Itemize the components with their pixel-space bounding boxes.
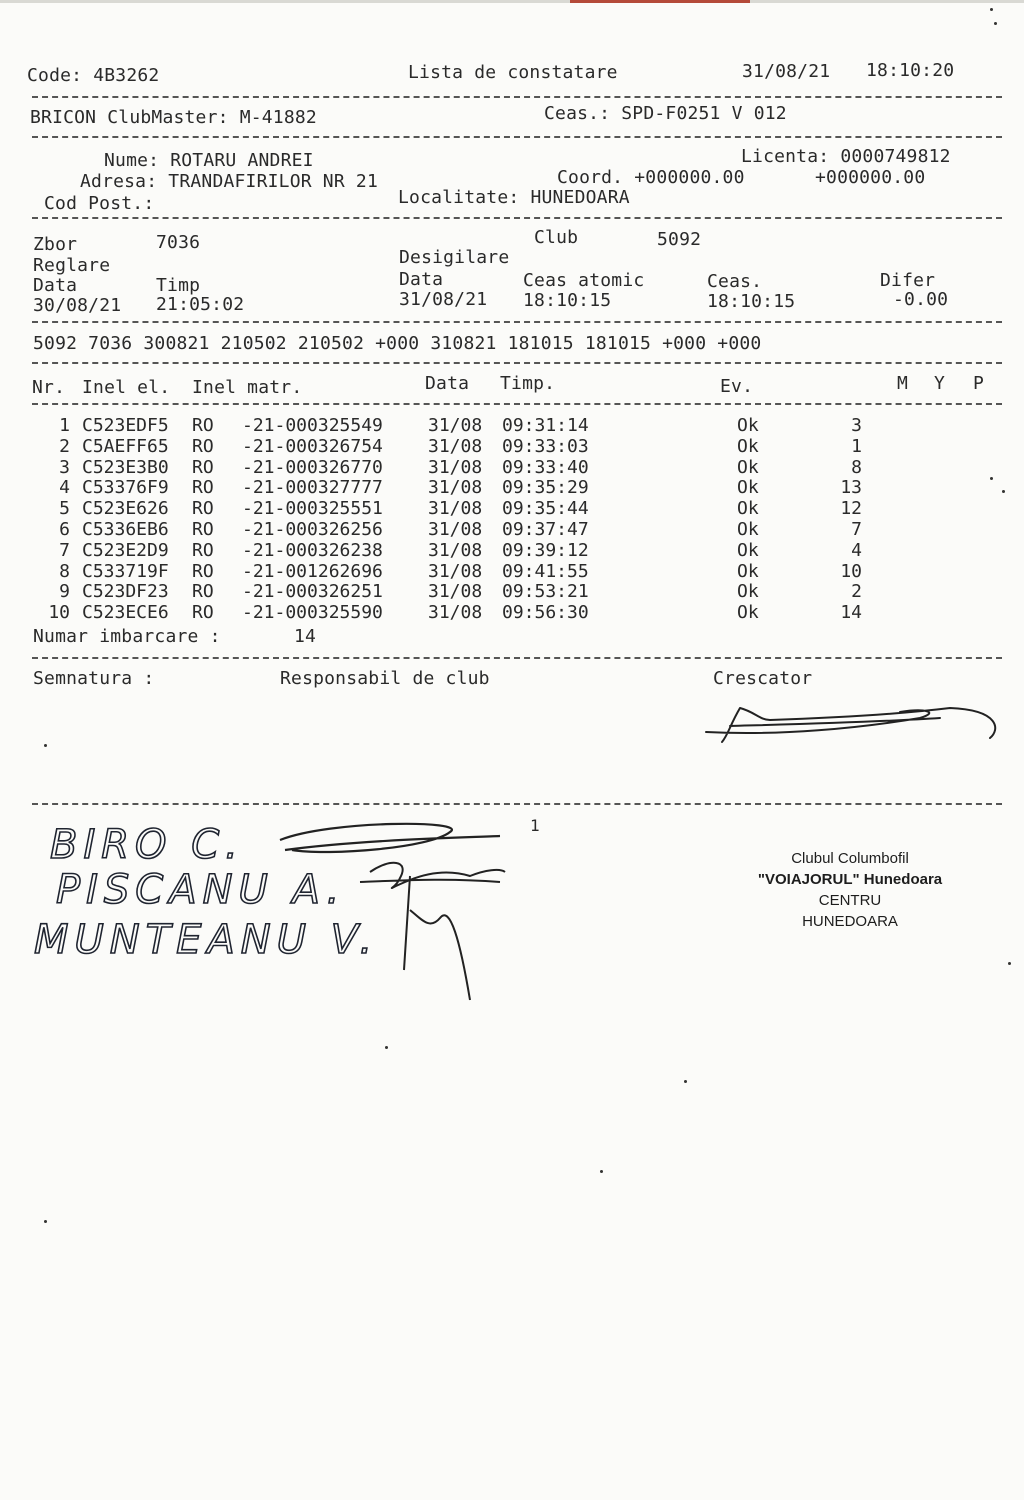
postal-code-label: Cod Post.: bbox=[44, 193, 155, 214]
arrival-time: 09:33:03 bbox=[502, 435, 589, 457]
m-value: 3 bbox=[851, 415, 862, 436]
divider bbox=[32, 136, 1002, 138]
club-responsible-label: Responsabil de club bbox=[280, 668, 490, 689]
paper-speck bbox=[990, 477, 993, 480]
handwritten-names bbox=[30, 810, 530, 1010]
divider bbox=[32, 403, 1002, 405]
m-value: 1 bbox=[851, 435, 862, 457]
handwritten-name-2: PISCANU A. bbox=[56, 867, 346, 913]
country-code: RO bbox=[192, 456, 214, 478]
m-value: 7 bbox=[851, 519, 862, 540]
embarked-count-label: Numar imbarcare : bbox=[33, 626, 221, 647]
country-code: RO bbox=[192, 581, 214, 603]
arrival-date: 31/08 bbox=[428, 415, 483, 436]
owner-address: Adresa: TRANDAFIRILOR NR 21 bbox=[80, 171, 378, 192]
arrival-date: 31/08 bbox=[428, 477, 483, 499]
atomic-clock-time: 18:10:15 bbox=[523, 290, 612, 311]
col-header-ev: Ev. bbox=[720, 376, 754, 397]
arrival-date: 31/08 bbox=[428, 435, 483, 457]
table-row bbox=[0, 603, 1000, 624]
col-header-y: Y bbox=[934, 373, 946, 394]
row-number: 1 bbox=[59, 415, 70, 436]
paper-edge bbox=[0, 0, 1024, 3]
divider bbox=[32, 217, 1002, 219]
electronic-ring: C523DF23 bbox=[82, 581, 169, 603]
table-row bbox=[0, 520, 1000, 541]
col-header-inel-el: Inel el. bbox=[82, 377, 171, 398]
handwritten-name-3: MUNTEANU V. bbox=[34, 917, 379, 963]
reglare-date-label: Data bbox=[33, 275, 78, 296]
country-code: RO bbox=[192, 539, 214, 561]
col-header-inel-matr: Inel matr. bbox=[192, 377, 303, 398]
arrival-date: 31/08 bbox=[428, 498, 483, 520]
event-status: Ok bbox=[737, 415, 759, 436]
event-status: Ok bbox=[737, 519, 759, 540]
arrival-time: 09:35:29 bbox=[502, 477, 589, 499]
ring-number: -21-000326251 bbox=[242, 581, 383, 603]
arrival-date: 31/08 bbox=[428, 560, 483, 582]
arrival-time: 09:41:55 bbox=[502, 560, 589, 582]
stamp-line-1: Clubul Columbofil bbox=[791, 850, 909, 867]
row-number: 2 bbox=[59, 435, 70, 457]
stamp-line-2: "VOIAJORUL" Hunedoara bbox=[757, 871, 943, 888]
row-number: 4 bbox=[59, 477, 70, 499]
stamp-line-4: HUNEDOARA bbox=[802, 913, 898, 930]
desigilare-date: 31/08/21 bbox=[399, 289, 488, 310]
signature-label: Semnatura : bbox=[33, 668, 155, 689]
paper-speck bbox=[684, 1080, 687, 1083]
electronic-ring: C523E626 bbox=[82, 498, 169, 520]
breeder-signature bbox=[700, 690, 1010, 750]
electronic-ring: C53376F9 bbox=[82, 477, 169, 499]
table-row bbox=[0, 416, 1000, 437]
embarked-count: 14 bbox=[294, 626, 317, 647]
electronic-ring: C5336EB6 bbox=[82, 519, 169, 540]
flight-label: Zbor bbox=[33, 234, 78, 255]
ring-number: -21-000325549 bbox=[242, 415, 383, 436]
arrival-date: 31/08 bbox=[428, 456, 483, 478]
electronic-ring: C523EDF5 bbox=[82, 415, 169, 436]
arrival-time: 09:53:21 bbox=[502, 581, 589, 603]
time-difference: -0.00 bbox=[893, 289, 949, 310]
country-code: RO bbox=[192, 435, 214, 457]
m-value: 14 bbox=[840, 602, 862, 624]
col-header-p: P bbox=[973, 373, 985, 394]
desigilare-label: Desigilare bbox=[399, 247, 510, 268]
arrival-time: 09:56:30 bbox=[502, 602, 589, 624]
arrival-time: 09:37:47 bbox=[502, 519, 589, 540]
country-code: RO bbox=[192, 560, 214, 582]
col-header-nr: Nr. bbox=[32, 377, 66, 398]
ring-number: -21-001262696 bbox=[242, 560, 383, 582]
ring-number: -21-000326754 bbox=[242, 435, 383, 457]
owner-name: Nume: ROTARU ANDREI bbox=[104, 150, 314, 171]
table-row bbox=[0, 562, 1000, 583]
clock-id: Ceas.: SPD-F0251 V 012 bbox=[544, 103, 787, 124]
divider bbox=[32, 657, 1002, 659]
paper-speck bbox=[1008, 962, 1011, 965]
event-status: Ok bbox=[737, 581, 759, 603]
divider bbox=[32, 803, 1002, 805]
clock-label: Ceas. bbox=[707, 271, 763, 292]
event-status: Ok bbox=[737, 539, 759, 561]
paper-speck bbox=[44, 744, 47, 747]
m-value: 10 bbox=[840, 560, 862, 582]
electronic-ring: C523E3B0 bbox=[82, 456, 169, 478]
table-row bbox=[0, 458, 1000, 479]
summary-line: 5092 7036 300821 210502 210502 +000 310821 181015 181015 +000 +000 bbox=[33, 333, 762, 354]
arrival-date: 31/08 bbox=[428, 539, 483, 561]
licence-number: Licenta: 0000749812 bbox=[741, 146, 951, 167]
arrival-time: 09:31:14 bbox=[502, 415, 589, 436]
flight-number: 7036 bbox=[156, 232, 201, 253]
ring-number: -21-000326238 bbox=[242, 539, 383, 561]
col-header-data: Data bbox=[425, 373, 470, 394]
page-number: 1 bbox=[530, 816, 540, 835]
club-stamp bbox=[730, 848, 970, 932]
m-value: 13 bbox=[840, 477, 862, 499]
table-row bbox=[0, 541, 1000, 562]
header-time: 18:10:20 bbox=[866, 60, 955, 81]
coordinates: Coord. +000000.00 bbox=[557, 167, 745, 188]
event-status: Ok bbox=[737, 498, 759, 520]
ring-number: -21-000325590 bbox=[242, 602, 383, 624]
coordinates-second: +000000.00 bbox=[815, 167, 926, 188]
event-status: Ok bbox=[737, 456, 759, 478]
table-row bbox=[0, 582, 1000, 603]
row-number: 6 bbox=[59, 519, 70, 540]
reglare-label: Reglare bbox=[33, 255, 111, 276]
arrival-date: 31/08 bbox=[428, 581, 483, 603]
header-date: 31/08/21 bbox=[742, 61, 831, 82]
country-code: RO bbox=[192, 477, 214, 499]
table-row bbox=[0, 499, 1000, 520]
desigilare-date-label: Data bbox=[399, 269, 444, 290]
row-number: 5 bbox=[59, 498, 70, 520]
handwritten-name-1: BIRO C. bbox=[50, 822, 244, 868]
ring-number: -21-000327777 bbox=[242, 477, 383, 499]
electronic-ring: C533719F bbox=[82, 560, 169, 582]
club-label: Club bbox=[534, 227, 579, 248]
code-label: Code: 4B3262 bbox=[27, 65, 160, 86]
row-number: 10 bbox=[48, 602, 70, 624]
paper-speck bbox=[990, 8, 993, 11]
clubmaster-id: BRICON ClubMaster: M-41882 bbox=[30, 107, 317, 128]
col-header-m: M bbox=[897, 373, 909, 394]
country-code: RO bbox=[192, 415, 214, 436]
paper-speck bbox=[600, 1170, 603, 1173]
event-status: Ok bbox=[737, 602, 759, 624]
document-title: Lista de constatare bbox=[408, 62, 618, 83]
ring-number: -21-000325551 bbox=[242, 498, 383, 520]
breeder-label: Crescator bbox=[713, 668, 813, 689]
arrival-date: 31/08 bbox=[428, 602, 483, 624]
difference-label: Difer bbox=[880, 270, 936, 291]
electronic-ring: C5AEFF65 bbox=[82, 435, 169, 457]
m-value: 12 bbox=[840, 498, 862, 520]
m-value: 2 bbox=[851, 581, 862, 603]
divider bbox=[32, 362, 1002, 364]
country-code: RO bbox=[192, 519, 214, 540]
country-code: RO bbox=[192, 602, 214, 624]
country-code: RO bbox=[192, 498, 214, 520]
locality: Localitate: HUNEDOARA bbox=[398, 187, 630, 208]
event-status: Ok bbox=[737, 435, 759, 457]
divider bbox=[32, 321, 1002, 323]
atomic-clock-label: Ceas atomic bbox=[523, 270, 645, 291]
ring-number: -21-000326770 bbox=[242, 456, 383, 478]
row-number: 8 bbox=[59, 560, 70, 582]
arrival-time: 09:39:12 bbox=[502, 539, 589, 561]
table-row bbox=[0, 437, 1000, 458]
event-status: Ok bbox=[737, 560, 759, 582]
m-value: 4 bbox=[851, 539, 862, 561]
paper-speck bbox=[1002, 490, 1005, 493]
paper-speck bbox=[44, 1220, 47, 1223]
arrival-date: 31/08 bbox=[428, 519, 483, 540]
paper-speck bbox=[994, 22, 997, 25]
club-number: 5092 bbox=[657, 229, 702, 250]
reglare-time: 21:05:02 bbox=[156, 294, 245, 315]
col-header-timp: Timp. bbox=[500, 373, 556, 394]
reglare-date: 30/08/21 bbox=[33, 295, 122, 316]
reglare-time-label: Timp bbox=[156, 275, 201, 296]
clock-time: 18:10:15 bbox=[707, 291, 796, 312]
row-number: 3 bbox=[59, 456, 70, 478]
paper-speck bbox=[385, 1046, 388, 1049]
electronic-ring: C523ECE6 bbox=[82, 602, 169, 624]
divider bbox=[32, 96, 1002, 98]
ring-number: -21-000326256 bbox=[242, 519, 383, 540]
row-number: 7 bbox=[59, 539, 70, 561]
event-status: Ok bbox=[737, 477, 759, 499]
arrival-time: 09:33:40 bbox=[502, 456, 589, 478]
electronic-ring: C523E2D9 bbox=[82, 539, 169, 561]
row-number: 9 bbox=[59, 581, 70, 603]
stamp-line-3: CENTRU bbox=[818, 892, 882, 909]
paper-edge-mark bbox=[570, 0, 750, 3]
arrival-time: 09:35:44 bbox=[502, 498, 589, 520]
table-row bbox=[0, 478, 1000, 499]
m-value: 8 bbox=[851, 456, 862, 478]
